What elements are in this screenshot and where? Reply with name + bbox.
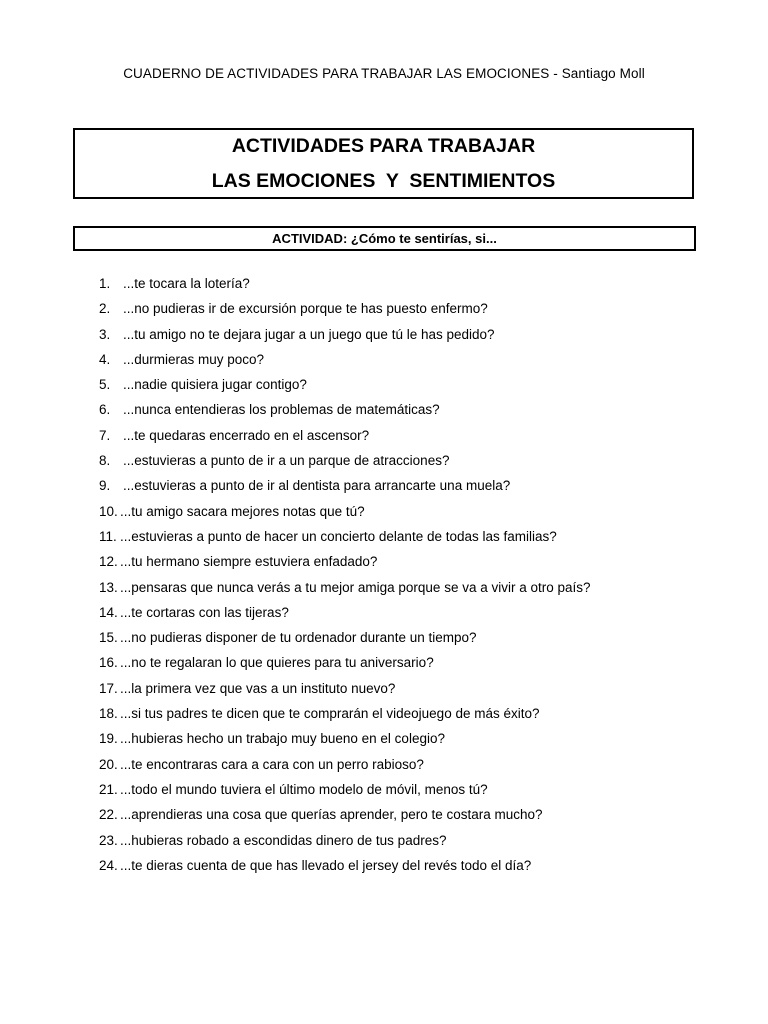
- question-item: [0, 451, 768, 476]
- question-number: 14.: [99, 604, 118, 620]
- question-text: ...estuvieras a punto de hacer un concierto delante de todas las familias?: [120, 528, 557, 544]
- question-number: 6.: [99, 402, 111, 418]
- question-item: [0, 476, 768, 501]
- question-number: 19.: [99, 731, 118, 747]
- question-text: ...estuvieras a punto de ir a un parque de atracciones?: [123, 453, 450, 469]
- question-item: [0, 325, 768, 350]
- document-header: CUADERNO DE ACTIVIDADES PARA TRABAJAR LAS EMOCIONES - Santiago Moll: [123, 66, 645, 81]
- question-item: [0, 375, 768, 400]
- question-number: 13.: [99, 579, 118, 595]
- activity-heading: ACTIVIDAD: ¿Cómo te sentirías, si...: [73, 226, 696, 251]
- question-text: ...estuvieras a punto de ir al dentista para arrancarte una muela?: [123, 478, 511, 494]
- question-text: ...no te regalaran lo que quieres para tu aniversario?: [120, 655, 434, 671]
- question-item: [0, 755, 768, 780]
- question-item: [0, 628, 768, 653]
- question-text: ...tu hermano siempre estuviera enfadado?: [120, 554, 378, 570]
- question-item: [0, 679, 768, 704]
- question-number: 11.: [99, 528, 117, 544]
- question-text: ...no pudieras disponer de tu ordenador durante un tiempo?: [120, 630, 477, 646]
- question-text: ...nadie quisiera jugar contigo?: [123, 377, 307, 393]
- question-text: ...tu amigo no te dejara jugar a un juego que tú le has pedido?: [123, 326, 495, 342]
- question-number: 4.: [99, 351, 111, 367]
- question-list: [0, 274, 768, 881]
- question-text: ...te encontraras cara a cara con un perro rabioso?: [120, 756, 424, 772]
- question-number: 1.: [99, 276, 111, 291]
- question-item: [0, 578, 768, 603]
- title-box: [73, 128, 694, 199]
- question-item: [0, 780, 768, 805]
- question-number: 8.: [99, 453, 111, 469]
- question-number: 21.: [99, 781, 118, 797]
- question-item: [0, 426, 768, 451]
- question-number: 17.: [99, 680, 118, 696]
- question-text: ...te dieras cuenta de que has llevado el jersey del revés todo el día?: [120, 857, 532, 873]
- question-number: 5.: [99, 377, 111, 393]
- question-text: ...te tocara la lotería?: [123, 276, 250, 291]
- question-text: ...tu amigo sacara mejores notas que tú?: [120, 503, 365, 519]
- question-number: 16.: [99, 655, 118, 671]
- question-item: [0, 856, 768, 881]
- question-item: [0, 552, 768, 577]
- question-text: ...la primera vez que vas a un instituto nuevo?: [120, 680, 396, 696]
- question-number: 7.: [99, 427, 111, 443]
- question-number: 22.: [99, 807, 118, 823]
- question-item: [0, 527, 768, 552]
- question-item: [0, 299, 768, 324]
- question-text: ...durmieras muy poco?: [123, 351, 265, 367]
- question-text: ...nunca entendieras los problemas de matemáticas?: [123, 402, 440, 418]
- question-text: ...todo el mundo tuviera el último modelo de móvil, menos tú?: [120, 781, 488, 797]
- question-item: [0, 805, 768, 830]
- question-item: [0, 400, 768, 425]
- question-item: [0, 729, 768, 754]
- question-text: ...hubieras hecho un trabajo muy bueno en el colegio?: [120, 731, 445, 747]
- question-text: ...aprendieras una cosa que querías aprender, pero te costara mucho?: [120, 807, 543, 823]
- question-item: [0, 704, 768, 729]
- question-number: 9.: [99, 478, 111, 494]
- title-line-2: LAS EMOCIONES Y SENTIMIENTOS: [211, 170, 556, 192]
- question-number: 3.: [99, 326, 111, 342]
- question-item: [0, 502, 768, 527]
- question-text: ...te cortaras con las tijeras?: [120, 604, 289, 620]
- question-number: 15.: [99, 630, 118, 646]
- question-number: 18.: [99, 706, 118, 722]
- question-number: 10.: [99, 503, 118, 519]
- question-item: [0, 603, 768, 628]
- question-text: ...te quedaras encerrado en el ascensor?: [123, 427, 370, 443]
- question-item: [0, 274, 768, 299]
- question-item: [0, 350, 768, 375]
- question-text: ...pensaras que nunca verás a tu mejor amiga porque se va a vivir a otro país?: [120, 579, 591, 595]
- question-number: 20.: [99, 756, 118, 772]
- title-line-1: ACTIVIDADES PARA TRABAJAR: [231, 135, 536, 157]
- question-number: 24.: [99, 857, 118, 873]
- question-number: 12.: [99, 554, 118, 570]
- question-item: [0, 653, 768, 678]
- question-number: 2.: [99, 301, 111, 317]
- question-text: ...no pudieras ir de excursión porque te has puesto enfermo?: [123, 301, 488, 317]
- question-number: 23.: [99, 832, 118, 848]
- question-item: [0, 831, 768, 856]
- question-text: ...si tus padres te dicen que te comprarán el videojuego de más éxito?: [120, 706, 540, 722]
- question-text: ...hubieras robado a escondidas dinero de tus padres?: [120, 832, 447, 848]
